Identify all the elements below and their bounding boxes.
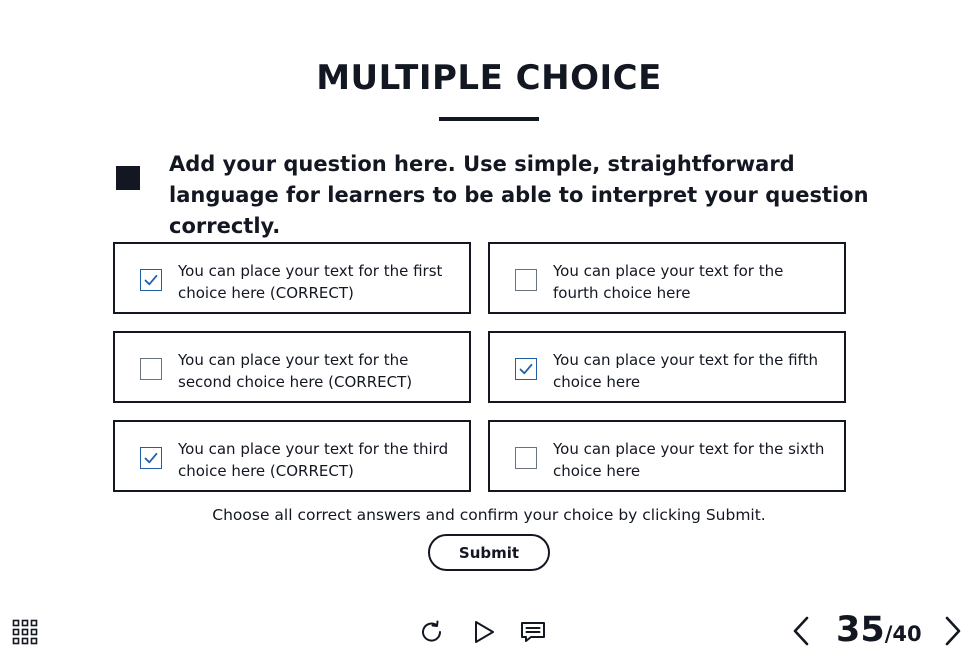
checkmark-icon [143,272,159,288]
current-page-number: 35 [836,610,885,650]
page-indicator [836,610,922,650]
choice-3[interactable] [113,420,471,492]
comment-icon[interactable] [520,619,546,645]
choice-1[interactable] [113,242,471,314]
slide-title: MULTIPLE CHOICE [316,58,662,98]
question-text: Add your question here. Use simple, straightforward language for learners to be able to interpret your question correctly. [169,152,869,238]
replay-icon[interactable] [419,619,445,645]
play-icon[interactable] [471,619,497,645]
checkmark-icon [518,361,534,377]
chevron-right-icon[interactable] [940,615,966,647]
choice-checkbox[interactable] [140,447,162,469]
choice-checkbox[interactable] [515,269,537,291]
checkmark-icon [143,450,159,466]
title-underline [439,117,539,121]
choice-5[interactable] [488,331,846,403]
choice-checkbox[interactable] [140,269,162,291]
total-pages: /40 [884,622,922,646]
grid-menu-icon[interactable] [12,619,38,645]
choice-checkbox[interactable] [515,447,537,469]
choice-label: You can place your text for the fifth choice here [553,351,818,391]
choice-checkbox[interactable] [140,358,162,380]
choice-label: You can place your text for the sixth choice here [553,440,825,480]
choice-label: You can place your text for the third choice here (CORRECT) [178,440,449,480]
instruction-text: Choose all correct answers and confirm your choice by clicking Submit. [212,506,766,524]
choice-checkbox[interactable] [515,358,537,380]
question-marker [116,166,140,190]
chevron-left-icon[interactable] [788,615,814,647]
choice-4[interactable] [488,242,846,314]
choice-2[interactable] [113,331,471,403]
choice-label: You can place your text for the first choice here (CORRECT) [178,262,443,302]
choice-label: You can place your text for the second choice here (CORRECT) [178,351,413,391]
choice-6[interactable] [488,420,846,492]
choice-label: You can place your text for the fourth choice here [553,262,784,302]
submit-button[interactable]: Submit [428,534,550,571]
